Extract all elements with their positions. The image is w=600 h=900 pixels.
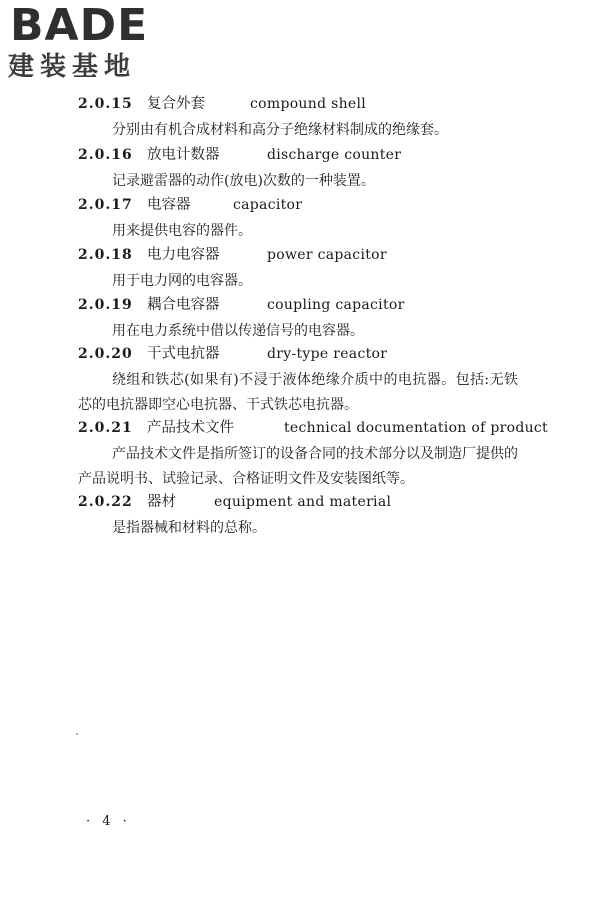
- term-chinese: 干式电抗器: [147, 346, 220, 362]
- term-number: 2.0.19: [78, 297, 133, 313]
- term-chinese: 电容器: [147, 197, 191, 213]
- term-chinese: 器材: [147, 494, 176, 510]
- term-chinese: 复合外套: [147, 96, 205, 112]
- term-heading: [0, 143, 600, 167]
- term-chinese: 耦合电容器: [147, 297, 220, 313]
- term-heading: [0, 193, 600, 217]
- term-chinese: 放电计数器: [147, 147, 220, 163]
- term-entry: [0, 342, 600, 413]
- term-number: 2.0.17: [78, 197, 133, 213]
- term-english: compound shell: [250, 96, 367, 112]
- term-entry: [0, 293, 600, 339]
- term-definition: 绕组和铁芯(如果有)不浸于液体绝缘介质中的电抗器。包括:无铁芯的电抗器即空心电抗器、干式铁芯电抗器。: [78, 372, 518, 413]
- term-number: 2.0.21: [78, 420, 133, 436]
- term-english: coupling capacitor: [267, 297, 405, 313]
- term-english: capacitor: [233, 197, 303, 213]
- term-definition: 用于电力网的电容器。: [112, 273, 252, 289]
- term-definition: 用在电力系统中借以传递信号的电容器。: [112, 323, 364, 339]
- term-chinese: 电力电容器: [147, 247, 220, 263]
- term-definition: 记录避雷器的动作(放电)次数的一种装置。: [112, 173, 375, 189]
- term-chinese: 产品技术文件: [147, 420, 234, 436]
- term-definition: 是指器械和材料的总称。: [112, 520, 266, 536]
- term-entry: [0, 193, 600, 239]
- term-heading: [0, 92, 600, 116]
- term-number: 2.0.15: [78, 96, 133, 112]
- term-heading: [0, 293, 600, 317]
- term-english: discharge counter: [267, 147, 402, 163]
- term-heading: [0, 490, 600, 514]
- page-number: · 4 ·: [86, 814, 131, 829]
- bade-logo: [8, 2, 178, 84]
- term-number: 2.0.22: [78, 494, 133, 510]
- term-number: 2.0.16: [78, 147, 133, 163]
- term-entry: [0, 92, 600, 138]
- term-english: technical documentation of product: [284, 420, 548, 436]
- term-english: dry-type reactor: [267, 346, 388, 362]
- term-entry: [0, 416, 600, 487]
- term-definition: 分别由有机合成材料和高分子绝缘材料制成的绝缘套。: [112, 122, 448, 138]
- term-entry: [0, 490, 600, 536]
- term-definition: 产品技术文件是指所签订的设备合同的技术部分以及制造厂提供的产品说明书、试验记录、合格证明文件及安装图纸等。: [78, 446, 518, 487]
- term-number: 2.0.20: [78, 346, 133, 362]
- term-number: 2.0.18: [78, 247, 133, 263]
- term-entry: [0, 143, 600, 189]
- term-heading: [0, 342, 600, 366]
- logo-subtitle: 建装基地: [8, 52, 137, 82]
- scan-speck: [76, 733, 78, 735]
- term-heading: [0, 416, 600, 440]
- term-definition: 用来提供电容的器件。: [112, 223, 252, 239]
- term-heading: [0, 243, 600, 267]
- term-english: equipment and material: [214, 494, 392, 510]
- logo-wordmark: BADE: [10, 0, 149, 51]
- term-entry: [0, 243, 600, 289]
- term-english: power capacitor: [267, 247, 387, 263]
